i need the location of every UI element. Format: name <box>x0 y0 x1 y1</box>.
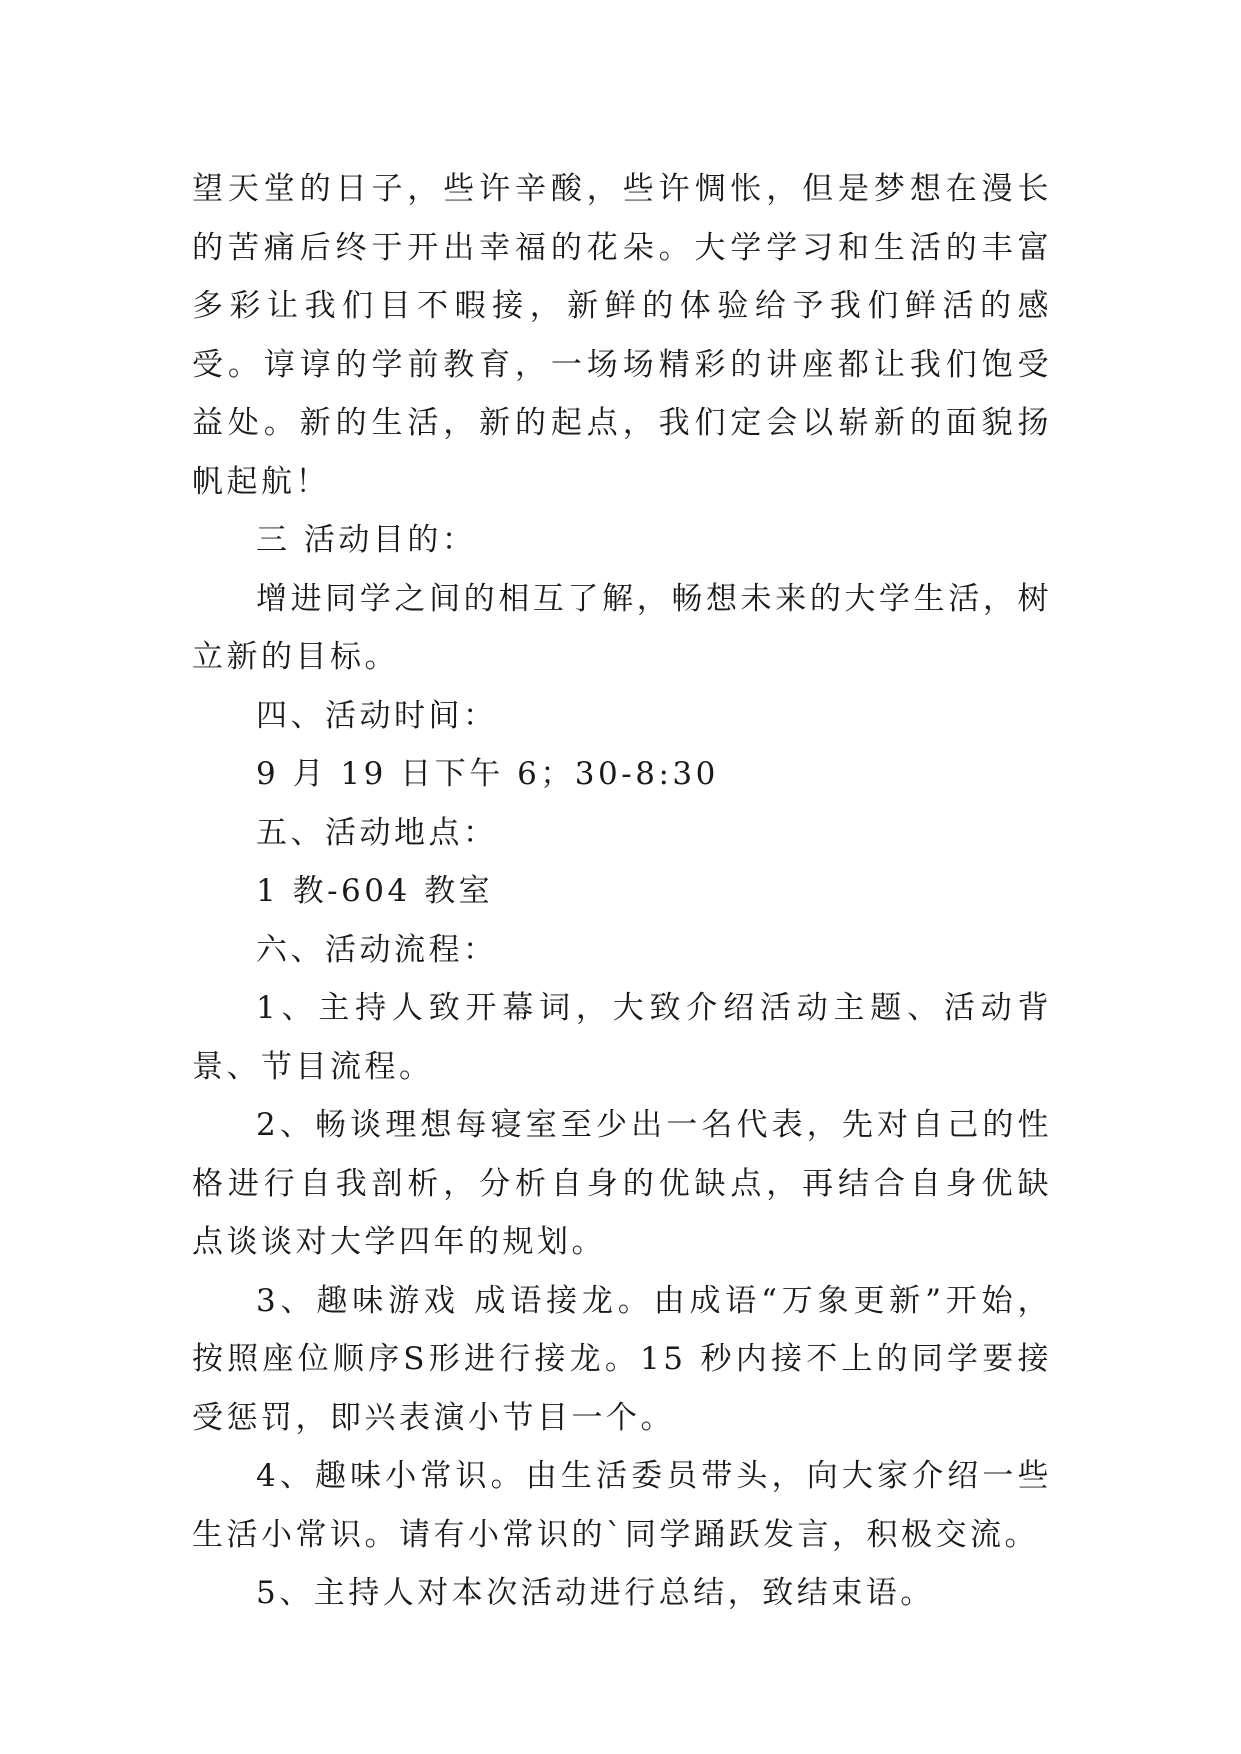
paragraph-time: 9 月 19 日下午 6；30-8:30 <box>256 756 719 792</box>
section-heading-time: 四、活动时间： <box>256 697 498 734</box>
process-step-5: 5、主持人对本次活动进行总结，致结束语。 <box>256 1575 935 1611</box>
process-step-1: 1、主持人致开幕词，大致介绍活动主题、活动背景、节目流程。 <box>192 990 1052 1085</box>
section-heading-location: 五、活动地点： <box>256 814 498 851</box>
section-heading-process: 六、活动流程： <box>256 931 498 968</box>
document-body <box>192 160 1052 1623</box>
process-step-2: 2、畅谈理想每寝室至少出一名代表，先对自己的性格进行自我剖析，分析自身的优缺点，再结合自身优缺点谈谈对大学四年的规划。 <box>192 1107 1052 1260</box>
paragraph-location: 1 教-604 教室 <box>256 873 494 909</box>
process-step-3: 3、趣味游戏 成语接龙。由成语“万象更新”开始，按照座位顺序S形进行接龙。15 秒内接不上的同学要接受惩罚，即兴表演小节目一个。 <box>192 1282 1052 1436</box>
paragraph-continuation: 望天堂的日子，些许辛酸，些许惆怅，但是梦想在漫长的苦痛后终于开出幸福的花朵。大学学习和生活的丰富多彩让我们目不暇接，新鲜的体验给予我们鲜活的感受。谆谆的学前教育，一场场精彩的讲座都让我们饱受益处。新的生活，新的起点，我们定会以崭新的面貌扬帆起航！ <box>192 171 1052 500</box>
section-heading-purpose: 三 活动目的： <box>256 522 477 558</box>
process-step-4: 4、趣味小常识。由生活委员带头，向大家介绍一些生活小常识。请有小常识的`同学踊跃发言，积极交流。 <box>192 1458 1052 1553</box>
paragraph-purpose: 增进同学之间的相互了解，畅想未来的大学生活，树立新的目标。 <box>192 580 1052 675</box>
